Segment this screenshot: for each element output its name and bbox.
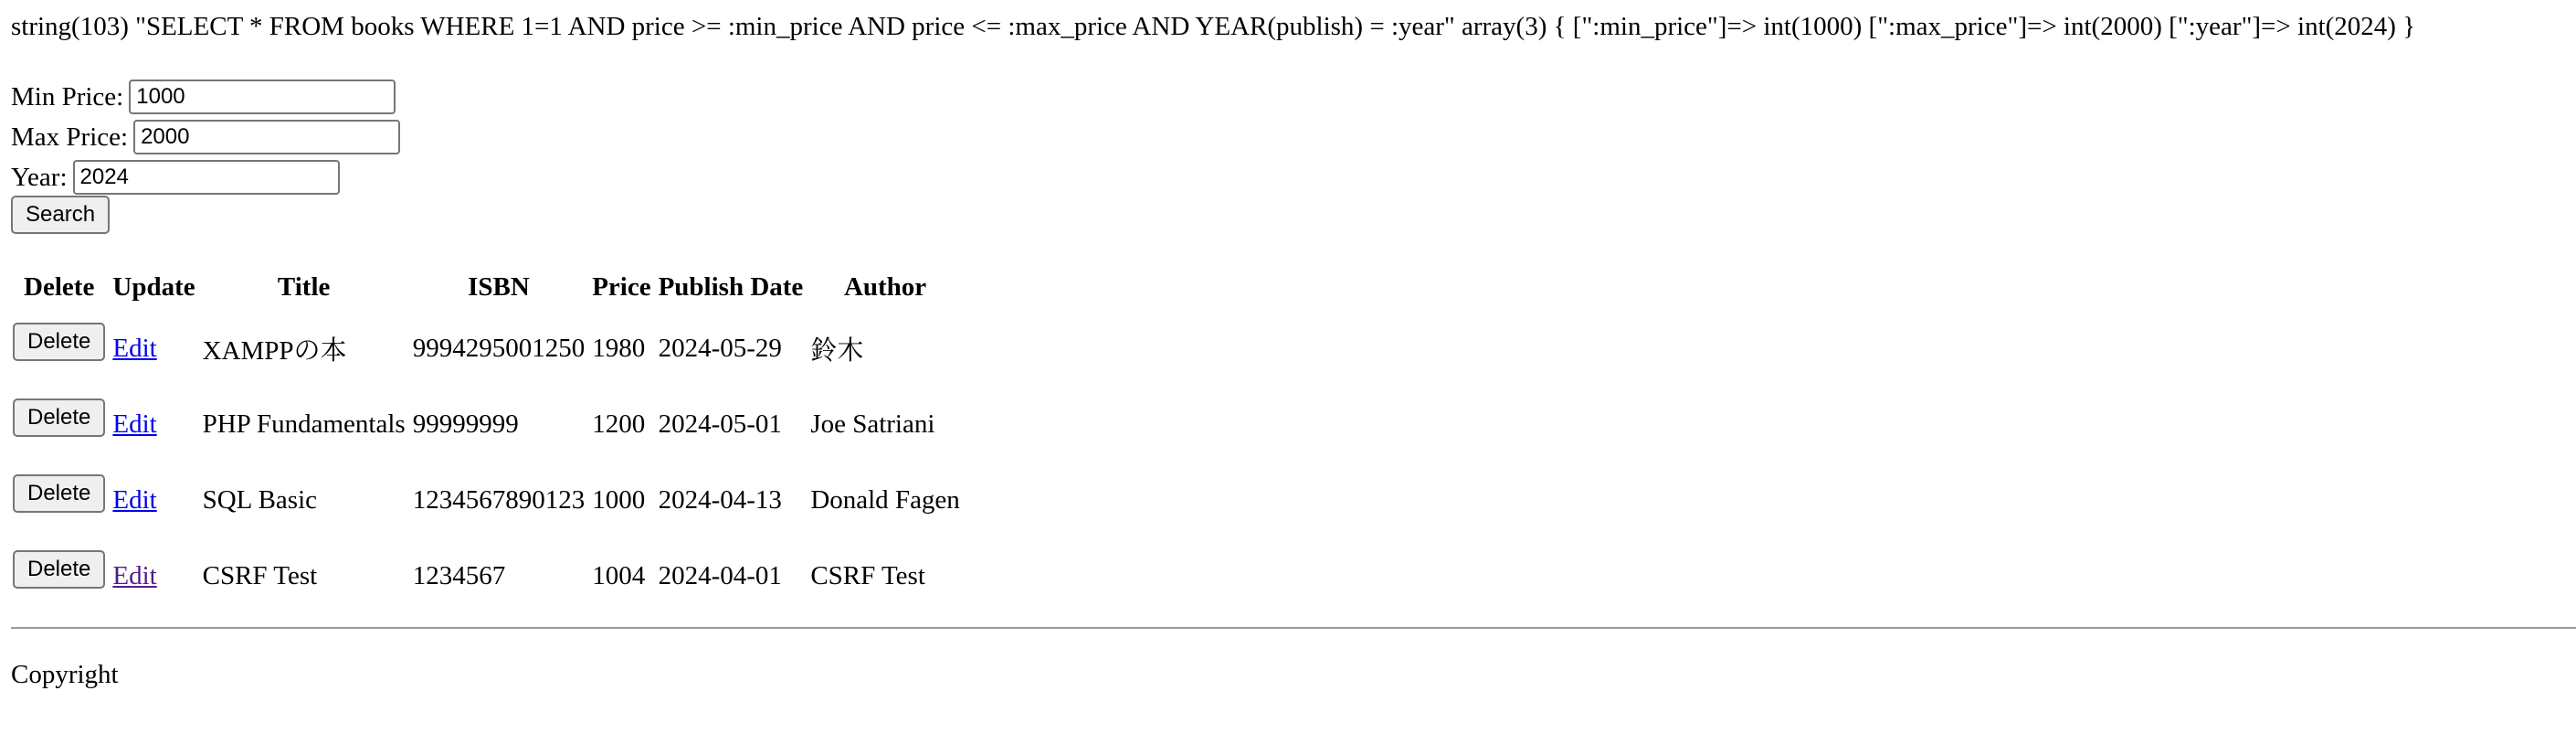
cell-publish-date: 2024-04-13 xyxy=(658,485,782,515)
cell-title: XAMPPの本 xyxy=(202,336,347,366)
edit-link[interactable]: Edit xyxy=(112,409,157,439)
cell-price: 1980 xyxy=(592,334,646,363)
year-label: Year: xyxy=(11,162,68,192)
table-row xyxy=(11,462,962,538)
cell-author: CSRF Test xyxy=(810,561,925,590)
footer-copyright: Copyright xyxy=(11,660,119,689)
table-row xyxy=(11,387,962,462)
cell-title: SQL Basic xyxy=(202,485,317,515)
header-isbn: ISBN xyxy=(468,271,530,302)
cell-price: 1004 xyxy=(592,561,646,590)
cell-isbn: 99999999 xyxy=(412,409,519,439)
header-author: Author xyxy=(843,271,927,302)
delete-button[interactable]: Delete xyxy=(13,474,105,513)
cell-publish-date: 2024-05-01 xyxy=(658,409,782,439)
search-button[interactable]: Search xyxy=(11,196,110,234)
cell-author: Joe Satriani xyxy=(810,409,935,439)
cell-title: PHP Fundamentals xyxy=(202,409,406,439)
cell-isbn: 1234567 xyxy=(412,561,506,590)
books-table xyxy=(7,263,966,614)
header-price: Price xyxy=(592,271,651,302)
cell-author: 鈴木 xyxy=(810,336,864,366)
cell-publish-date: 2024-05-29 xyxy=(658,334,782,363)
header-publish-date: Publish Date xyxy=(658,271,804,302)
cell-author: Donald Fagen xyxy=(810,485,960,515)
max-price-row xyxy=(11,117,400,157)
cell-isbn: 9994295001250 xyxy=(412,334,586,363)
cell-isbn: 1234567890123 xyxy=(412,485,586,515)
delete-button[interactable]: Delete xyxy=(13,323,105,361)
table-header-row xyxy=(11,263,962,311)
cell-publish-date: 2024-04-01 xyxy=(658,561,782,590)
max-price-label: Max Price: xyxy=(11,122,129,152)
header-delete: Delete xyxy=(24,271,95,302)
delete-button[interactable]: Delete xyxy=(13,399,105,437)
edit-link[interactable]: Edit xyxy=(112,334,157,363)
year-input[interactable] xyxy=(73,160,340,195)
year-row xyxy=(11,157,340,197)
cell-price: 1200 xyxy=(592,409,646,439)
edit-link[interactable]: Edit xyxy=(112,561,157,590)
header-update: Update xyxy=(112,271,195,302)
min-price-input[interactable] xyxy=(129,80,396,114)
table-row xyxy=(11,538,962,614)
debug-output: string(103) "SELECT * FROM books WHERE 1=1 AND price >= :min_price AND price <= :max_price AND YEAR(publish) = :year" array(3) { [":min_price"]=> int(1000) [":max_price"]=> int(2000) [":year"]=> int(2024) } xyxy=(11,12,2416,41)
header-title: Title xyxy=(277,271,331,302)
min-price-row xyxy=(11,77,396,117)
edit-link[interactable]: Edit xyxy=(112,485,157,515)
cell-price: 1000 xyxy=(592,485,646,515)
max-price-input[interactable] xyxy=(133,120,400,154)
cell-title: CSRF Test xyxy=(202,561,318,590)
delete-button[interactable]: Delete xyxy=(13,550,105,589)
table-row xyxy=(11,311,962,387)
horizontal-rule xyxy=(11,627,2576,629)
min-price-label: Min Price: xyxy=(11,81,124,112)
